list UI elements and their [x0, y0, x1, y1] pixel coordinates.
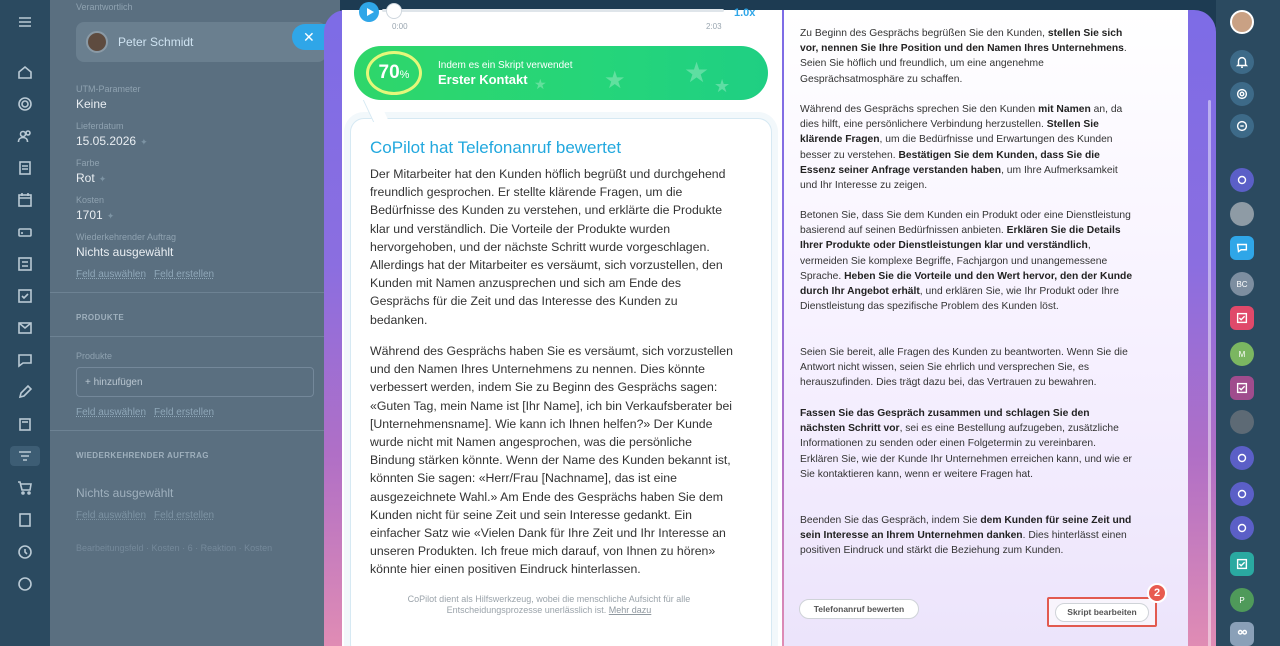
star-icon: ★ [684, 57, 710, 88]
field-links [76, 510, 314, 521]
right-rail [1216, 0, 1280, 646]
play-icon[interactable] [359, 2, 379, 22]
script-text: , um Ihre Aufmerksamkeit und Ihr Interesse zu zeigen. [800, 164, 1118, 192]
time-start: 0:00 [392, 22, 408, 31]
select-field-link[interactable]: Feld auswählen [76, 510, 147, 521]
cart-icon[interactable] [15, 478, 35, 498]
copilot-call-modal [324, 7, 1216, 646]
home-icon[interactable] [15, 62, 35, 82]
field-value[interactable]: Keine [76, 97, 107, 111]
close-icon: ✕ [303, 28, 315, 45]
section-recurring: WIEDERKEHRENDER AUFTRAG [76, 451, 209, 460]
copilot-chat-icon[interactable] [1230, 516, 1254, 540]
script-text: Seien Sie bereit, alle Fragen des Kunden zu beantworten. Wenn Sie die Antwort nicht wissen, seien Sie ehrlich und versprechen Sie, es herauszufinden. Dies trägt dazu bei, das Vertrauen zu bewahren. [800, 347, 1128, 389]
script-paragraph [800, 513, 1134, 559]
evaluation-paragraph: Der Mitarbeiter hat den Kunden höflich begrüßt und durchgehend freundlich gesprochen. Er stellte klärende Fragen, um die Bedürfnisse des Kunden zu verstehen, und erklärte die Produkte klar und verständlich. Die Vorteile der Produkte wurden hervorgehoben, und der nächste Schritt wurde vorgeschlagen. Allerdings hat der Mitarbeiter es versäumt, sich vorzustellen, den Kunden mit Namen anzusprechen und sich am Ende des Gesprächs für die Zeit und das Interesse des Kunden zu bedanken. [370, 167, 726, 327]
script-text: Zu Beginn des Gesprächs begrüßen Sie den Kunden, [800, 28, 1048, 39]
field-links [76, 407, 314, 418]
ai-sparkle-icon: ✦ [106, 211, 115, 221]
script-text: Beenden Sie das Gespräch, indem Sie [800, 515, 981, 526]
calendar-icon[interactable] [15, 190, 35, 210]
responsible-user[interactable] [76, 22, 326, 62]
time-end: 2:03 [706, 22, 722, 31]
tasks-icon[interactable] [15, 286, 35, 306]
deal-details-panel [50, 0, 340, 646]
script-paragraph [800, 406, 1134, 482]
create-field-link[interactable]: Feld erstellen [154, 510, 215, 521]
select-field-link[interactable]: Feld auswählen [76, 407, 147, 418]
audio-player [342, 8, 762, 36]
emphasis-text: Erklären Sie die Details Ihrer Produkte oder Dienstleistungen klar und verständlich [800, 225, 1121, 252]
contact-initials[interactable]: P [1230, 588, 1254, 612]
app-nav [0, 0, 50, 646]
score-unit: % [399, 69, 410, 81]
field-label: Kosten [76, 195, 105, 205]
score-title: Erster Kontakt [438, 72, 528, 87]
task-icon[interactable] [1230, 376, 1254, 400]
ai-sparkle-icon: ✦ [98, 174, 107, 184]
copilot-chat-icon[interactable] [1230, 168, 1254, 192]
document-icon[interactable] [15, 158, 35, 178]
gear-icon[interactable] [15, 94, 35, 114]
users-icon[interactable] [15, 126, 35, 146]
filter-icon[interactable] [10, 446, 40, 466]
add-product-input[interactable]: + hinzufügen [76, 367, 314, 397]
script-text: Betonen Sie, dass Sie dem Kunden ein Produkt oder eine Dienstleistung basierend auf seinen Bedürfnissen anbieten. [800, 210, 1131, 237]
emphasis-text: dem Kunden für seine Zeit und sein Interesse an Ihrem Unternehmen danken [800, 515, 1132, 542]
avatar[interactable] [1230, 410, 1254, 434]
script-text: an, da dies hilft, eine persönlichere Verbindung herzustellen. [800, 104, 1123, 131]
emphasis-text: Fassen Sie das Gespräch zusammen und schlagen Sie den nächsten Schritt vor [800, 408, 1090, 435]
pen-icon[interactable] [15, 382, 35, 402]
contact-initials[interactable]: BC [1230, 272, 1254, 296]
playback-speed[interactable]: 1.0x [734, 7, 756, 19]
avatar[interactable] [1230, 202, 1254, 226]
rate-call-button[interactable]: Telefonanruf bewerten [799, 599, 919, 619]
chat-group-icon[interactable] [1230, 236, 1254, 260]
script-paragraph [800, 208, 1134, 314]
audio-progress-handle[interactable] [386, 3, 402, 19]
chat-icon[interactable] [15, 350, 35, 370]
edit-script-button[interactable]: Skript bearbeiten [1055, 603, 1149, 622]
copilot-chat-icon[interactable] [1230, 482, 1254, 506]
script-text: . Dies hinterlässt einen positiven Eindruck und stärkt die Beziehung zum Kunden. [800, 530, 1127, 557]
field-value[interactable]: Rot ✦ [76, 171, 107, 185]
field-label: UTM-Parameter [76, 84, 141, 94]
score-ring [366, 51, 422, 95]
footer-links[interactable]: Bearbeitungsfeld · Kosten · 6 · Reaktion · Kosten [76, 543, 273, 553]
field-links [76, 269, 314, 280]
field-label: Lieferdatum [76, 121, 124, 131]
products-label: Produkte [76, 351, 113, 361]
edit-script-highlight [1047, 597, 1157, 627]
step-badge: 2 [1147, 583, 1167, 603]
evaluation-title: CoPilot hat Telefonanruf bewertet [370, 138, 622, 157]
copilot-icon[interactable] [1230, 82, 1254, 106]
script-text: Während des Gesprächs sprechen Sie den Kunden [800, 104, 1039, 115]
responsible-label: Verantwortlich [76, 2, 133, 12]
section-products: PRODUKTE [76, 313, 125, 322]
create-field-link[interactable]: Feld erstellen [154, 407, 215, 418]
drive-icon[interactable] [15, 222, 35, 242]
search-chat-icon[interactable] [1230, 114, 1254, 138]
shop-icon[interactable] [15, 414, 35, 434]
select-field-link[interactable]: Feld auswählen [76, 269, 147, 280]
emphasis-text: stellen Sie sich vor, nennen Sie Ihre Position und den Namen Ihres Unternehmens [800, 28, 1124, 55]
avatar [86, 31, 108, 53]
script-text: , und erklären Sie, wie Ihr Produkt oder Ihre Dienstleistung das spezifische Problem des Kunden löst. [800, 286, 1119, 313]
disclaimer [384, 594, 714, 616]
scrollbar[interactable] [1208, 100, 1211, 646]
score-banner [354, 46, 768, 100]
group-icon[interactable] [1230, 622, 1254, 646]
script-text: , sei es eine Bestellung aufzugeben, zusätzliche Informationen zu senden oder einen Folgetermin zu vereinbaren. Erklären Sie, wie der Kunde Ihr Unternehmen erreichen kann, und wie er Sie kontaktieren kann, wenn er weitere Fragen hat. [800, 423, 1132, 480]
evaluation-paragraph: Während des Gesprächs haben Sie es versäumt, sich vorzustellen und den Namen Ihres Unternehmens zu nennen. Dies könnte verbessert werden, indem Sie zu Beginn des Gesprächs sagen: «Guten Tag, mein Name ist [Ihr Name], ich bin Verkaufsberater bei [Unternehmensname]. Wie kann ich Ihnen helfen?» Der Kunde wurde nicht mit Namen angesprochen, was die persönliche Bindung stärken könnte. Wenn der Name des Kunden bekannt ist, könnten Sie sagen: «Herr/Frau [Nachname], das ist eine ausgezeichnete Wahl.» Am Ende des Gesprächs haben Sie dem Kunden nicht für seine Zeit und sein Interesse gedankt. Ein einfacher Satz wie «Vielen Dank für Ihre Zeit und Ihr Interesse an unseren Produkten. Ich freue mich darauf, von Ihnen zu hören» könnte hier einen positiven Eindruck hinterlassen. [370, 344, 733, 577]
recurring-value[interactable]: Nichts ausgewählt [76, 486, 174, 500]
user-name: Peter Schmidt [118, 35, 194, 49]
script-text: . Seien Sie höflich und freundlich, um eine angenehme Gesprächsatmosphäre zu schaffen. [800, 43, 1127, 85]
emphasis-text: Bestätigen Sie dem Kunden, dass Sie die Essenz seiner Anfrage verstanden haben [800, 149, 1100, 176]
avatar[interactable] [1230, 10, 1254, 34]
mail-icon[interactable] [15, 318, 35, 338]
more-icon[interactable] [15, 574, 35, 594]
script-paragraph [800, 26, 1134, 87]
disclaimer-text: CoPilot dient als Hilfswerkzeug, wobei die menschliche Aufsicht für alle Entscheidungsprozesse unerlässlich ist. [407, 594, 691, 615]
task-icon[interactable] [1230, 552, 1254, 576]
field-value[interactable]: 1701 ✦ [76, 208, 115, 222]
file-icon[interactable] [15, 510, 35, 530]
field-label: Farbe [76, 158, 100, 168]
emphasis-text: Stellen Sie klärende Fragen [800, 119, 1099, 146]
score-subtitle: Indem es ein Skript verwendet [438, 60, 573, 71]
copilot-chat-icon[interactable] [1230, 446, 1254, 470]
star-icon: ★ [714, 76, 731, 96]
star-icon: ★ [604, 67, 626, 94]
emphasis-text: Heben Sie die Vorteile und den Wert hervor, den der Kunde durch Ihr Angebot erhält [800, 270, 1133, 298]
emphasis-text: mit Namen [1038, 104, 1091, 115]
bell-icon[interactable] [1230, 50, 1254, 74]
script-text: , um die Bedürfnisse und Erwartungen des Kunden besser zu verstehen. [800, 134, 1113, 161]
ai-sparkle-icon: ✦ [140, 137, 148, 147]
score-value: 70 [378, 62, 400, 83]
create-field-link[interactable]: Feld erstellen [154, 269, 215, 280]
audio-progress-track[interactable] [382, 9, 724, 12]
list-icon[interactable] [15, 254, 35, 274]
script-paragraph [800, 102, 1134, 193]
menu-icon[interactable] [15, 12, 35, 32]
task-icon[interactable] [1230, 306, 1254, 330]
field-value[interactable]: 15.05.2026 ✦ [76, 134, 148, 148]
more-link[interactable]: Mehr dazu [608, 605, 652, 615]
field-value[interactable]: Nichts ausgewählt [76, 245, 174, 259]
field-label: Wiederkehrender Auftrag [76, 232, 177, 242]
script-paragraph [800, 345, 1134, 391]
contact-initials[interactable]: M [1230, 342, 1254, 366]
star-icon: ★ [534, 76, 547, 92]
script-text: , vermeiden Sie komplexe Begriffe, Fachjargon und unangemessene Sprache. [800, 240, 1108, 282]
clock-icon[interactable] [15, 542, 35, 562]
